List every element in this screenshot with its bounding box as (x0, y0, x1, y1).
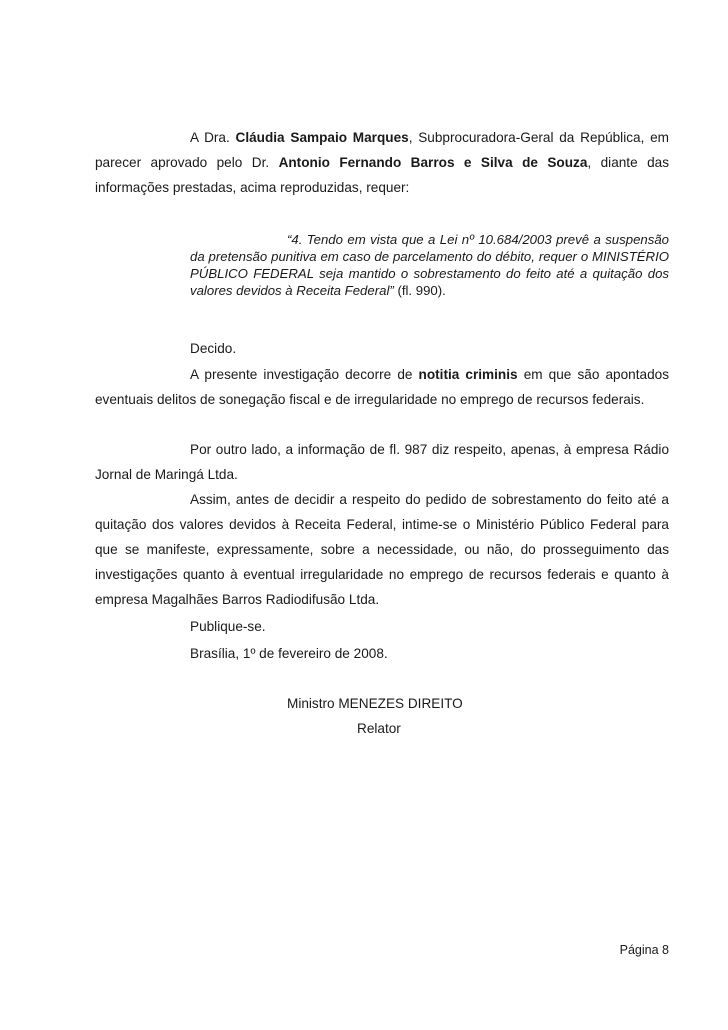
decido-heading: Decido. (190, 341, 237, 356)
paragraph-information: Por outro lado, a informação de fl. 987 diz respeito, apenas, à empresa Rádio Jornal de Maringá Ltda. (95, 442, 669, 482)
paragraph-investigation: A presente investigação decorre de notitia criminis em que são apontados eventuais delitos de sonegação fiscal e de irregularidade no emprego de recursos federais. (95, 367, 669, 407)
quotation-reference: (fl. 990). (393, 283, 446, 298)
paragraph-request: A Dra. Cláudia Sampaio Marques, Subprocuradora-Geral da República, em parecer aprovado pelo Dr. Antonio Fernando Barros e Silva de Souza, diante das informações prestadas, acima reproduzidas, requer: (95, 130, 669, 195)
paragraph-decision: Assim, antes de decidir a respeito do pedido de sobrestamento do feito até a quitação dos valores devidos à Receita Federal, intime-se o Ministério Público Federal para que se manifeste, expressamente, sobre a necessidade, ou não, do prosseguimento das investigações quanto à eventual irregularidade no emprego de recursos federais e quanto à empresa Magalhães Barros Radiodifusão Ltda. (95, 492, 669, 607)
signature-name: Ministro MENEZES DIREITO (287, 696, 463, 711)
quotation-text: “4. Tendo em vista que a Lei nº 10.684/2003 prevê a suspensão da pretensão punitiva em caso de parcelamento do débito, requer o MINISTÉRIO PÚBLICO FEDERAL seja mantido o sobrestamento do feito até a quitação dos valores devidos à Receita Federal” (190, 232, 669, 298)
signature-role: Relator (357, 721, 401, 736)
name-antonio: Antonio Fernando Barros e Silva de Souza (278, 155, 588, 170)
page-number: Página 8 (619, 943, 669, 957)
publique-text: Publique-se. (190, 619, 266, 634)
quotation-block (190, 231, 669, 299)
term-notitia-criminis: notitia criminis (418, 367, 518, 382)
name-claudia: Cláudia Sampaio Marques (235, 130, 409, 145)
date-line: Brasília, 1º de fevereiro de 2008. (190, 646, 388, 661)
